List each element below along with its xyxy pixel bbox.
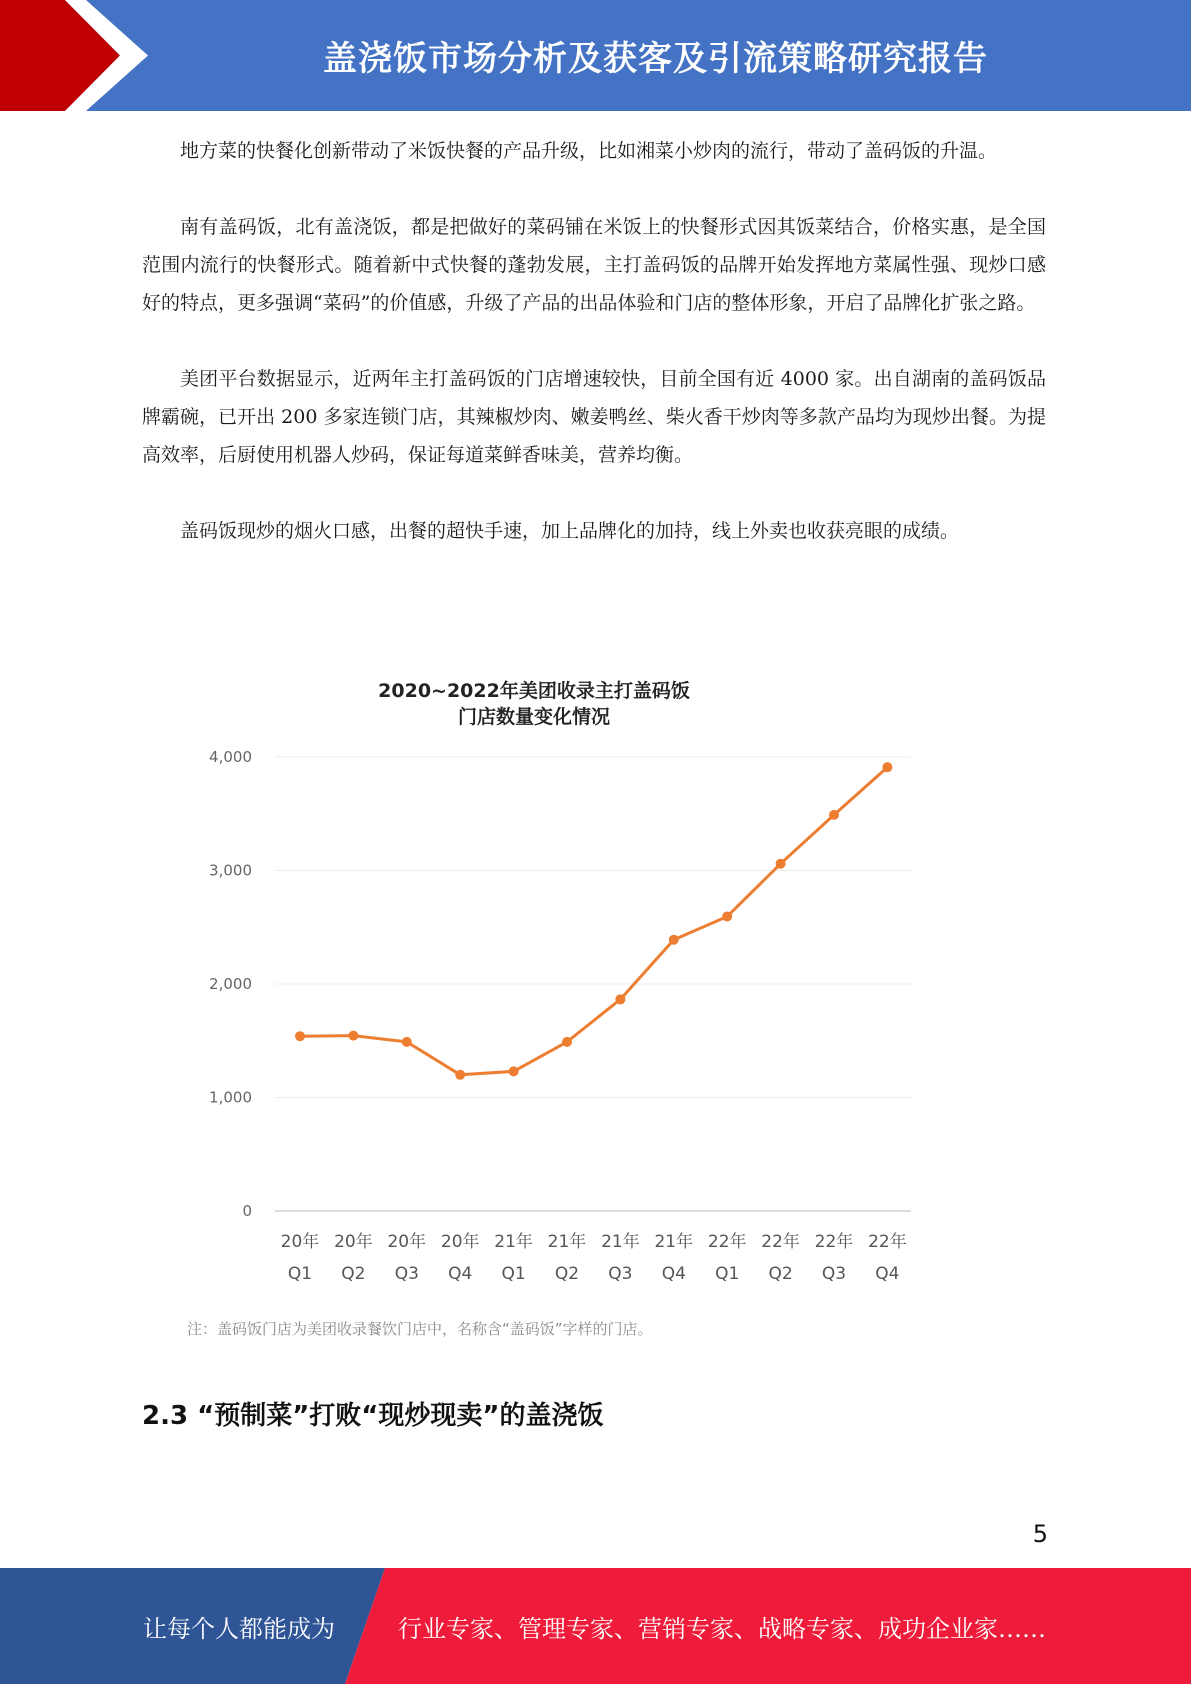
data-point xyxy=(615,994,625,1004)
section-heading: 2.3 “预制菜”打败“现炒现卖”的盖浇饭 xyxy=(142,1401,604,1431)
data-point xyxy=(402,1037,412,1047)
x-tick-label-quarter: Q2 xyxy=(554,1264,580,1284)
x-tick-label-year: 21年 xyxy=(601,1232,640,1252)
x-tick-label-year: 20年 xyxy=(440,1232,480,1252)
x-tick-label-quarter: Q4 xyxy=(875,1264,900,1284)
x-tick-label-quarter: Q4 xyxy=(448,1264,473,1284)
y-tick-label: 0 xyxy=(242,1202,252,1220)
x-tick-label-year: 22年 xyxy=(707,1232,747,1252)
x-tick-label-quarter: Q2 xyxy=(768,1264,793,1284)
x-tick-label-quarter: Q3 xyxy=(608,1264,633,1284)
x-tick-label-quarter: Q4 xyxy=(661,1264,686,1284)
data-point xyxy=(348,1031,358,1041)
footer-slogan-left: 让每个人都能成为 xyxy=(143,1614,335,1643)
chart-note: 注：盖码饭门店为美团收录餐饮门店中，名称含“盖码饭”字样的门店。 xyxy=(187,1320,653,1338)
x-tick-label-year: 20年 xyxy=(387,1232,427,1252)
y-tick-label: 3,000 xyxy=(209,861,252,880)
x-tick-label-quarter: Q1 xyxy=(287,1264,313,1284)
series-line xyxy=(300,767,887,1075)
paragraph-1: 地方菜的快餐化创新带动了米饭快餐的产品升级，比如湘菜小炒肉的流行，带动了盖码饭的升温。 xyxy=(180,140,998,162)
data-point xyxy=(509,1066,519,1076)
x-tick-label-year: 20年 xyxy=(280,1232,320,1252)
x-tick-label-year: 21年 xyxy=(547,1232,587,1252)
page-number: 5 xyxy=(1032,1520,1048,1548)
line-chart xyxy=(142,660,1046,1360)
data-point xyxy=(882,762,892,772)
chart-title-line-2: 门店数量变化情况 xyxy=(457,706,611,728)
y-tick-label: 2,000 xyxy=(209,975,252,993)
x-tick-label-quarter: Q3 xyxy=(821,1264,847,1284)
x-tick-label-quarter: Q2 xyxy=(341,1264,366,1284)
report-title: 盖浇饭市场分析及获客及引流策略研究报告 xyxy=(323,39,988,79)
chart-title-line-1: 2020~2022年美团收录主打盖码饭 xyxy=(378,680,690,702)
data-point xyxy=(722,911,732,921)
x-tick-label-year: 22年 xyxy=(814,1232,854,1252)
x-tick-label-year: 20年 xyxy=(334,1232,373,1252)
y-tick-label: 4,000 xyxy=(209,748,252,766)
paragraph-3: 美团平台数据显示，近两年主打盖码饭的门店增速较快，目前全国有近 4000 家。出自湖南的盖码饭品牌霸碗，已开出 200 多家连锁门店，其辣椒炒肉、嫩姜鸭丝、柴火香干炒肉等多款产品均为现炒出餐。为提高效率，后厨使用机器人炒码，保证每道菜鲜香味美，营养均衡。 xyxy=(142,368,1046,466)
x-tick-label-year: 21年 xyxy=(494,1232,533,1252)
x-tick-label-year: 22年 xyxy=(761,1232,800,1252)
data-point xyxy=(776,859,786,869)
header-chevron-decoration xyxy=(0,0,160,111)
footer-slogan-right: 行业专家、管理专家、营销专家、战略专家、成功企业家…… xyxy=(398,1614,1046,1643)
x-tick-label-year: 22年 xyxy=(868,1232,907,1252)
data-point xyxy=(455,1070,465,1080)
x-tick-label-year: 21年 xyxy=(654,1232,694,1252)
store-count-chart xyxy=(142,660,1046,1360)
paragraph-4: 盖码饭现炒的烟火口感，出餐的超快手速，加上品牌化的加持，线上外卖也收获亮眼的成绩。 xyxy=(180,520,960,542)
data-point xyxy=(562,1037,572,1047)
data-point xyxy=(669,935,679,945)
data-point xyxy=(829,810,839,820)
paragraph-2: 南有盖码饭，北有盖浇饭，都是把做好的菜码铺在米饭上的快餐形式因其饭菜结合，价格实惠，是全国范围内流行的快餐形式。随着新中式快餐的蓬勃发展，主打盖码饭的品牌开始发挥地方菜属性强、现炒口感好的特点，更多强调“菜码”的价值感，升级了产品的出品体验和门店的整体形象，开启了品牌化扩张之路。 xyxy=(142,216,1046,314)
data-point xyxy=(295,1031,305,1041)
y-tick-label: 1,000 xyxy=(209,1088,252,1107)
page-header xyxy=(0,0,1191,111)
x-tick-label-quarter: Q1 xyxy=(715,1264,740,1284)
body-text xyxy=(142,132,1046,588)
page-footer xyxy=(0,1568,1191,1684)
x-tick-label-quarter: Q1 xyxy=(501,1264,526,1284)
x-tick-label-quarter: Q3 xyxy=(394,1264,419,1284)
